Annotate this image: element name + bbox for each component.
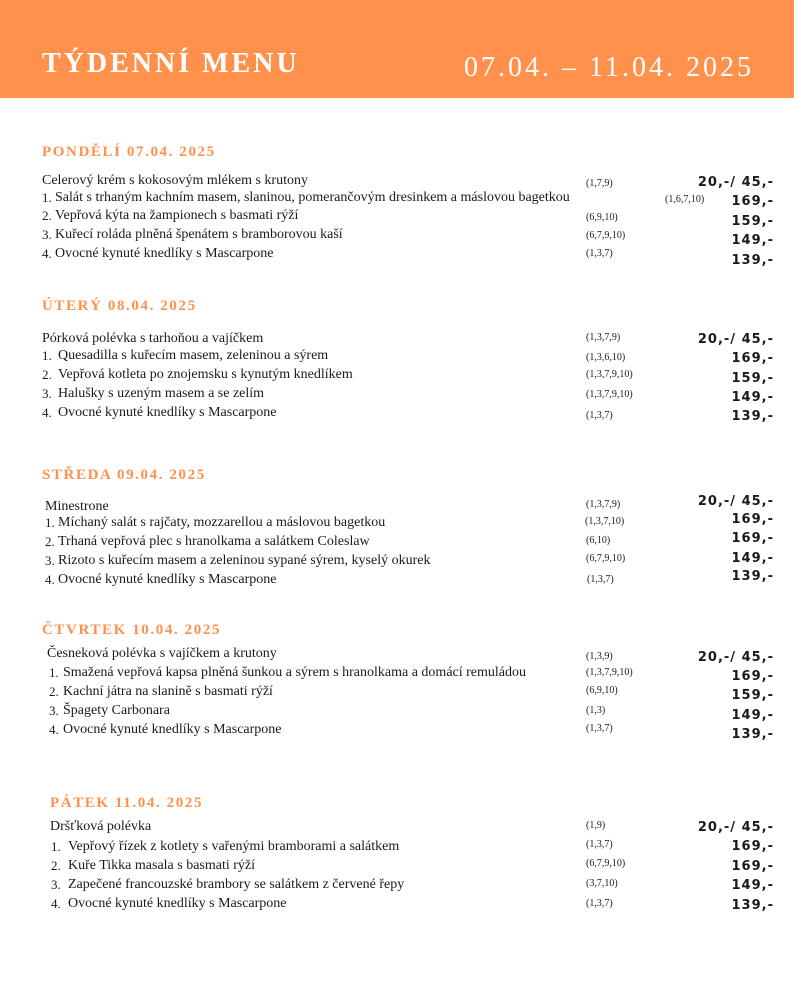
dish-name: Rizoto s kuřecím masem a zeleninou sypané sýrem, kyselý okurek [58, 553, 431, 568]
dish-price: 169,- [731, 839, 774, 854]
dish-price: 149,- [731, 708, 774, 723]
allergens: (1,3,7) [587, 574, 614, 585]
item-number: 3. [51, 877, 61, 892]
allergens: (6,7,9,10) [586, 858, 626, 869]
menu-item [0, 569, 794, 591]
allergens: (3,7,10) [586, 878, 618, 889]
dish-name: Halušky s uzeným masem a se zelím [58, 386, 265, 401]
menu-item [0, 665, 794, 684]
allergens: (1,3,9) [586, 651, 613, 662]
item-number: 4. [42, 246, 52, 261]
menu-item [0, 208, 794, 227]
dish-price: 139,- [731, 569, 774, 584]
menu-item [0, 190, 794, 209]
dish-price: 149,- [731, 878, 774, 893]
dish-price: 159,- [731, 371, 774, 386]
menu-item [0, 877, 794, 896]
menu-item [0, 703, 794, 722]
dish-name: Quesadilla s kuřecím masem, zeleninou a sýrem [58, 348, 329, 363]
menu-item [0, 348, 794, 367]
allergens: (1,3,7,9,10) [586, 667, 633, 678]
item-number: 1. [49, 665, 59, 680]
dish-price: 169,- [731, 351, 774, 366]
soup-name: Česneková polévka s vajíčkem a krutony [47, 646, 277, 661]
allergens: (6,9,10) [586, 685, 618, 696]
allergens: (1,9) [586, 820, 606, 831]
item-number: 3. [42, 386, 52, 401]
dish-name: Míchaný salát s rajčaty, mozzarellou a máslovou bagetkou [58, 515, 386, 530]
allergens: (1,3,7,9,10) [586, 389, 633, 400]
day-heading-monday: PONDĚLÍ 07.04. 2025 [42, 144, 216, 160]
soup-price: 20,-/ 45,- [697, 175, 774, 190]
soup-price: 20,-/ 45,- [697, 820, 774, 835]
dish-price: 169,- [731, 859, 774, 874]
allergens: (1,3,7) [586, 839, 613, 850]
day-heading-tuesday: ÚTERÝ 08.04. 2025 [42, 298, 197, 314]
allergens: (6,9,10) [586, 212, 618, 223]
allergens: (6,7,9,10) [586, 553, 626, 564]
dish-price: 149,- [731, 551, 774, 566]
dish-price: 169,- [731, 512, 774, 527]
day-heading-friday: PÁTEK 11.04. 2025 [50, 795, 204, 811]
item-number: 4. [42, 405, 52, 420]
dish-name: Kachní játra na slanině s basmati rýží [63, 684, 273, 699]
dish-price: 139,- [731, 898, 774, 913]
soup-row [0, 819, 794, 838]
item-number: 1. [51, 839, 61, 854]
menu-item [0, 839, 794, 858]
allergens: (1,3,7,10) [585, 516, 625, 527]
allergens: (1,3,7,9) [586, 332, 621, 343]
menu-item [0, 896, 794, 915]
soup-price: 20,-/ 45,- [697, 332, 774, 347]
dish-name: Kuře Tikka masala s basmati rýží [68, 858, 256, 873]
allergens: (1,6,7,10) [665, 194, 705, 205]
dish-name: Ovocné kynuté knedlíky s Mascarpone [68, 896, 287, 911]
item-number: 2. [51, 858, 61, 873]
dish-name: Vepřová kýta na žampionech s basmati rýží [55, 208, 299, 223]
allergens: (1,3) [586, 705, 606, 716]
dish-name: Ovocné kynuté knedlíky s Mascarpone [55, 246, 274, 261]
item-number: 1. [45, 515, 55, 530]
allergens: (1,3,7) [586, 723, 613, 734]
menu-item [0, 367, 794, 386]
allergens: (1,3,7) [586, 898, 613, 909]
dish-price: 169,- [731, 194, 774, 209]
soup-price: 20,-/ 45,- [697, 494, 774, 509]
menu-item [0, 553, 794, 572]
soup-price: 20,-/ 45,- [697, 650, 774, 665]
menu-item [0, 531, 794, 553]
soup-name: Minestrone [45, 499, 109, 514]
menu-item [0, 512, 794, 534]
allergens: (1,7,9) [586, 178, 613, 189]
item-number: 3. [45, 553, 55, 568]
allergens: (1,3,7) [586, 410, 613, 421]
allergens: (6,10) [586, 535, 611, 546]
menu-header [0, 0, 794, 98]
dish-name: Ovocné kynuté knedlíky s Mascarpone [58, 572, 277, 587]
item-number: 1. [42, 190, 52, 205]
dish-name: Kuřecí roláda plněná špenátem s bramborovou kaší [55, 227, 343, 242]
item-number: 1. [42, 348, 52, 363]
menu-item [0, 858, 794, 877]
item-number: 2. [45, 534, 55, 549]
dish-price: 169,- [731, 669, 774, 684]
soup-name: Dršťková polévka [50, 819, 152, 834]
soup-row [0, 646, 794, 665]
dish-price: 149,- [731, 233, 774, 248]
item-number: 4. [49, 722, 59, 737]
dish-price: 139,- [731, 253, 774, 268]
soup-name: Pórková polévka s tarhoňou a vajíčkem [42, 331, 264, 346]
menu-item [0, 386, 794, 405]
dish-price: 139,- [731, 727, 774, 742]
menu-item [0, 246, 794, 268]
item-number: 3. [49, 703, 59, 718]
dish-name: Trhaná vepřová plec s hranolkama a salátkem Coleslaw [58, 534, 370, 549]
menu-item [0, 405, 794, 424]
item-number: 2. [49, 684, 59, 699]
dish-name: Salát s trhaným kachním masem, slaninou, pomerančovým dresinkem a máslovou bagetkou [55, 190, 570, 205]
item-number: 4. [51, 896, 61, 911]
dish-name: Ovocné kynuté knedlíky s Mascarpone [63, 722, 282, 737]
page-title: TÝDENNÍ MENU [42, 48, 300, 79]
allergens: (1,3,7) [586, 248, 613, 259]
dish-name: Špagety Carbonara [63, 703, 170, 718]
allergens: (6,7,9,10) [586, 230, 626, 241]
item-number: 3. [42, 227, 52, 242]
day-heading-wednesday: STŘEDA 09.04. 2025 [42, 467, 206, 483]
item-number: 4. [45, 572, 55, 587]
item-number: 2. [42, 208, 52, 223]
soup-name: Celerový krém s kokosovým mlékem s krutony [42, 173, 308, 188]
menu-item [0, 722, 794, 741]
dish-name: Zapečené francouzské brambory se salátkem z červené řepy [68, 877, 405, 892]
dish-name: Vepřový řízek z kotlety s vařenými bramborami a salátkem [68, 839, 400, 854]
dish-price: 149,- [731, 390, 774, 405]
allergens: (1,3,7,9,10) [586, 369, 633, 380]
allergens: (1,3,6,10) [586, 352, 626, 363]
allergens: (1,3,7,9) [586, 499, 621, 510]
dish-price: 139,- [731, 409, 774, 424]
dish-price: 159,- [731, 688, 774, 703]
dish-price: 169,- [731, 531, 774, 546]
week-dates: 07.04. – 11.04. 2025 [464, 52, 754, 83]
dish-price: 159,- [731, 214, 774, 229]
dish-name: Vepřová kotleta po znojemsku s kynutým knedlíkem [58, 367, 353, 382]
dish-name: Ovocné kynuté knedlíky s Mascarpone [58, 405, 277, 420]
day-heading-thursday: ČTVRTEK 10.04. 2025 [42, 622, 222, 638]
dish-name: Smažená vepřová kapsa plněná šunkou a sýrem s hranolkama a domácí remuládou [63, 665, 527, 680]
item-number: 2. [42, 367, 52, 382]
menu-item [0, 684, 794, 703]
menu-item [0, 227, 794, 246]
